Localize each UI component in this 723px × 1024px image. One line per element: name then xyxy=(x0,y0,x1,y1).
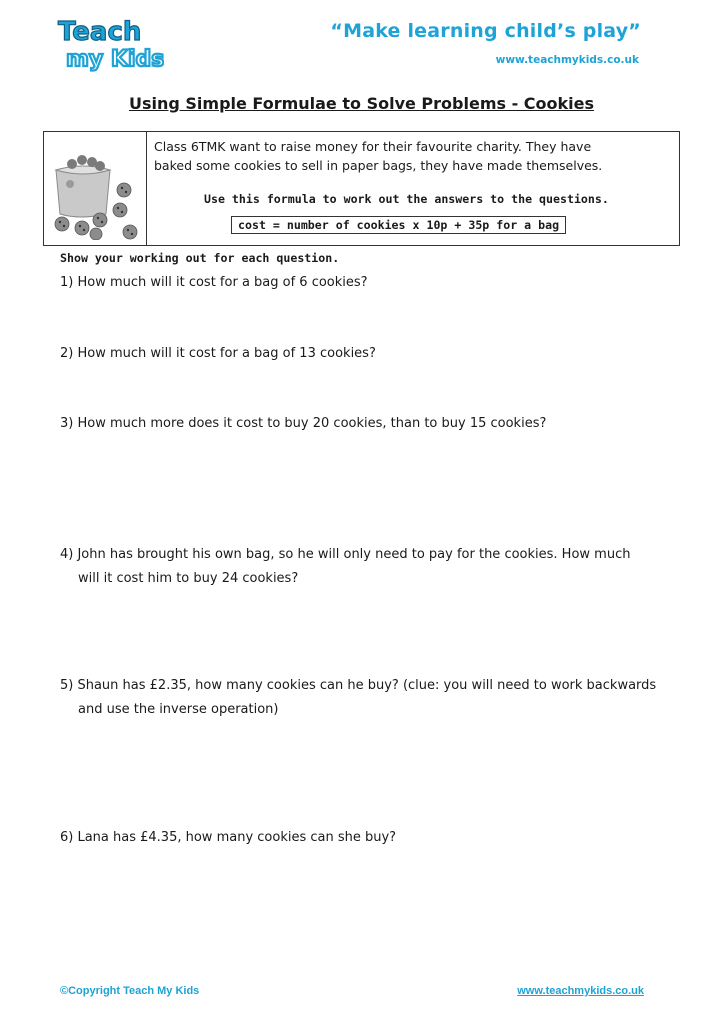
formula-instruction: Use this formula to work out the answers to the questions. xyxy=(204,192,609,206)
intro-text xyxy=(154,137,674,175)
footer-url-link[interactable]: www.teachmykids.co.uk xyxy=(517,985,644,997)
question-6 xyxy=(60,826,680,850)
question-5 xyxy=(60,674,680,722)
question-text: 1) How much will it cost for a bag of 6 cookies? xyxy=(60,275,368,290)
question-3 xyxy=(60,412,680,436)
question-text-continued: and use the inverse operation) xyxy=(78,702,279,717)
info-box xyxy=(43,131,680,246)
footer-copyright: ©Copyright Teach My Kids xyxy=(60,985,200,997)
question-text: 3) How much more does it cost to buy 20 cookies, than to buy 15 cookies? xyxy=(60,416,547,431)
svg-text:my Kids: my Kids xyxy=(66,47,164,72)
formula-box: cost = number of cookies x 10p + 35p for a bag xyxy=(231,216,566,234)
teach-my-kids-logo xyxy=(52,14,164,74)
question-text-continued: will it cost him to buy 24 cookies? xyxy=(78,571,299,586)
intro-line-1: Class 6TMK want to raise money for their favourite charity. They have xyxy=(154,139,592,154)
image-cell xyxy=(44,132,147,245)
question-text: 2) How much will it cost for a bag of 13 cookies? xyxy=(60,346,376,361)
intro-line-2: baked some cookies to sell in paper bags, they have made themselves. xyxy=(154,158,603,173)
cookie-bag-illustration xyxy=(50,140,142,240)
show-working-instruction: Show your working out for each question. xyxy=(60,251,340,265)
tagline: “Make learning child’s play” xyxy=(330,20,641,42)
header-url[interactable]: www.teachmykids.co.uk xyxy=(495,54,639,66)
question-text: 5) Shaun has £2.35, how many cookies can he buy? (clue: you will need to work backwards xyxy=(60,678,657,693)
question-2 xyxy=(60,342,680,366)
question-text: 6) Lana has £4.35, how many cookies can she buy? xyxy=(60,830,397,845)
question-1 xyxy=(60,271,680,295)
svg-text:Teach: Teach xyxy=(58,17,142,47)
question-text: 4) John has brought his own bag, so he will only need to pay for the cookies. How much xyxy=(60,547,631,562)
page-title: Using Simple Formulae to Solve Problems - Cookies xyxy=(128,94,595,113)
question-4 xyxy=(60,543,680,591)
